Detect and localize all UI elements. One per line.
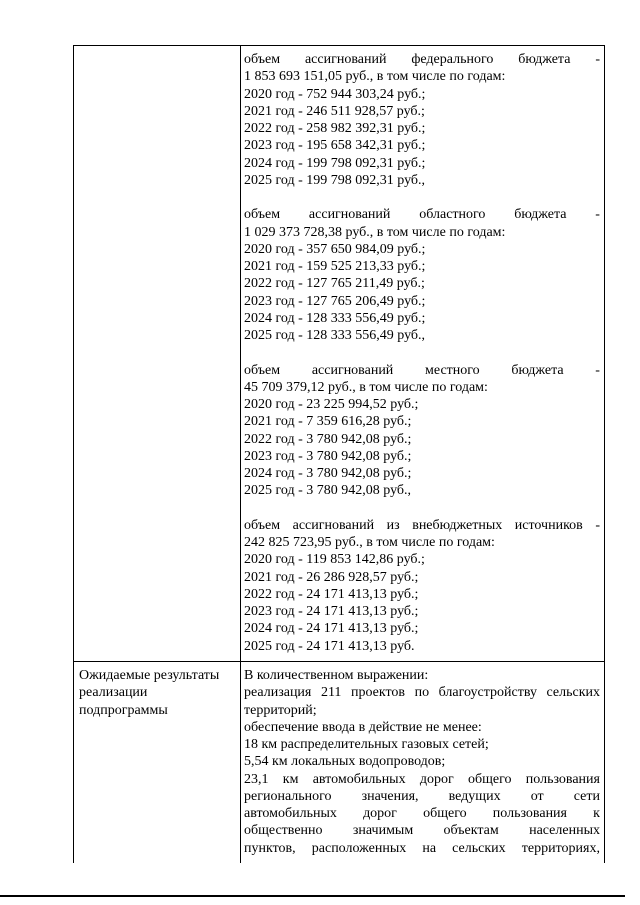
regional-total: 1 029 373 728,38 руб., в том числе по годам: <box>244 224 506 240</box>
regional-year-line: 2023 год - 127 765 206,49 руб.; <box>244 293 426 309</box>
page-bottom-rule <box>0 895 625 897</box>
commissioning-line: обеспечение ввода в действие не менее: <box>244 719 482 735</box>
water-pipes-line: 5,54 км локальных водопроводов; <box>244 754 446 770</box>
federal-budget-block <box>244 51 600 189</box>
results-label-line: подпрограммы <box>79 702 168 718</box>
federal-year-line: 2021 год - 246 511 928,57 руб.; <box>244 103 425 119</box>
row-divider <box>74 661 604 662</box>
federal-year-line: 2020 год - 752 944 303,24 руб.; <box>244 86 426 102</box>
local-budget-block <box>244 362 600 500</box>
regional-budget-block <box>244 206 600 344</box>
local-year-line: 2023 год - 3 780 942,08 руб.; <box>244 448 412 464</box>
local-year-line: 2025 год - 3 780 942,08 руб., <box>244 483 412 499</box>
extrabudgetary-year-line: 2020 год - 119 853 142,86 руб.; <box>244 552 425 568</box>
spacer <box>244 189 600 206</box>
projects-line-end: территорий; <box>244 702 317 718</box>
funding-cell <box>244 51 600 655</box>
regional-year-line: 2020 год - 357 650 984,09 руб.; <box>244 241 426 257</box>
column-divider <box>240 46 241 863</box>
local-header: объем ассигнований местного бюджета - <box>244 362 600 378</box>
federal-year-line: 2025 год - 199 798 092,31 руб., <box>244 172 426 188</box>
regional-year-line: 2022 год - 127 765 211,49 руб.; <box>244 276 425 292</box>
regional-year-line: 2025 год - 128 333 556,49 руб., <box>244 328 426 343</box>
results-label-cell <box>79 667 235 719</box>
local-year-line: 2021 год - 7 359 616,28 руб.; <box>244 414 412 430</box>
federal-year-line: 2022 год - 258 982 392,31 руб.; <box>244 121 426 136</box>
extrabudgetary-year-line: 2022 год - 24 171 413,13 руб.; <box>244 586 419 602</box>
roads-line: регионального значения, ведущих от сети <box>244 788 600 804</box>
results-intro: В количественном выражении: <box>244 668 429 683</box>
local-year-line: 2020 год - 23 225 994,52 руб.; <box>244 397 419 412</box>
results-label-line: Ожидаемые результаты <box>79 668 220 683</box>
local-total: 45 709 379,12 руб., в том числе по годам: <box>244 379 488 395</box>
extrabudgetary-total: 242 825 723,95 руб., в том числе по годам: <box>244 535 495 550</box>
extrabudgetary-year-line: 2021 год - 26 286 928,57 руб.; <box>244 569 419 585</box>
gas-networks-line: 18 км распределительных газовых сетей; <box>244 737 489 752</box>
projects-line: реализация 211 проектов по благоустройству сельских <box>244 685 600 701</box>
federal-year-line: 2024 год - 199 798 092,31 руб.; <box>244 155 426 171</box>
federal-total: 1 853 693 151,05 руб., в том числе по годам: <box>244 69 506 85</box>
regional-year-line: 2024 год - 128 333 556,49 руб.; <box>244 310 426 326</box>
extrabudgetary-block <box>244 517 600 655</box>
results-content-cell <box>244 667 600 857</box>
extrabudgetary-header: объем ассигнований из внебюджетных источников - <box>244 517 600 533</box>
roads-line: общественно значимым объектам населенных <box>244 823 600 839</box>
roads-line: пунктов, расположенных на сельских территориях, <box>244 840 600 856</box>
regional-year-line: 2021 год - 159 525 213,33 руб.; <box>244 259 426 274</box>
local-year-line: 2022 год - 3 780 942,08 руб.; <box>244 431 412 447</box>
roads-line: 23,1 км автомобильных дорог общего пользования <box>244 771 600 787</box>
results-label-line: реализации <box>79 685 148 701</box>
regional-header: объем ассигнований областного бюджета - <box>244 207 600 223</box>
extrabudgetary-year-line: 2025 год - 24 171 413,13 руб. <box>244 638 415 654</box>
federal-header: объем ассигнований федерального бюджета - <box>244 52 600 67</box>
program-table <box>73 45 605 863</box>
extrabudgetary-year-line: 2024 год - 24 171 413,13 руб.; <box>244 621 419 637</box>
spacer <box>244 500 600 517</box>
roads-line: автомобильных дорог общего пользования к <box>244 806 600 821</box>
extrabudgetary-year-line: 2023 год - 24 171 413,13 руб.; <box>244 604 419 619</box>
local-year-line: 2024 год - 3 780 942,08 руб.; <box>244 466 412 481</box>
federal-year-line: 2023 год - 195 658 342,31 руб.; <box>244 138 426 154</box>
spacer <box>244 344 600 361</box>
